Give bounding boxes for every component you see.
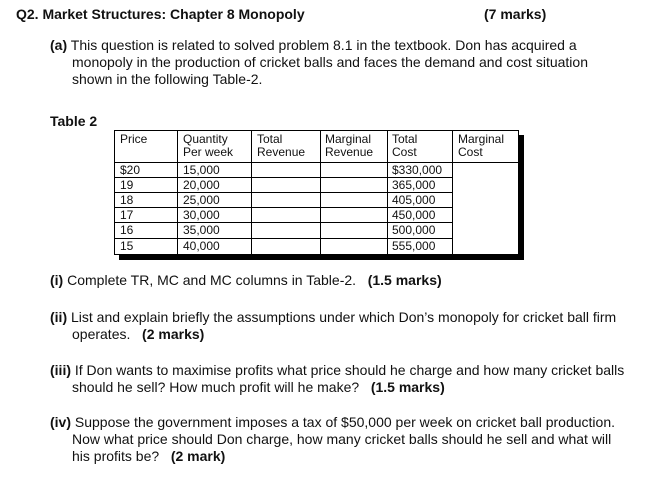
part-ii: [50, 309, 632, 343]
header-tc-line2: Cost: [392, 145, 417, 159]
cell-quantity: 20,000: [183, 178, 220, 192]
part-ii-text: List and explain briefly the assumptions under which Don’s monopoly for cricket ball firm operates.: [71, 309, 617, 342]
part-ii-marks: (2 marks): [142, 326, 205, 342]
cell-price: 19: [120, 178, 134, 192]
cell-quantity: 15,000: [183, 163, 220, 177]
cell-quantity: 35,000: [183, 223, 220, 237]
header-divider: [115, 162, 518, 163]
part-a-label: (a): [50, 37, 68, 53]
cell-total-cost: 365,000: [392, 178, 436, 192]
part-ii-label: (ii): [50, 309, 68, 325]
cell-total-cost: $330,000: [392, 163, 443, 177]
part-a-text: This question is related to solved problem 8.1 in the textbook. Don has acquired a monopoly in the production of cricket balls and faces the demand and cost situation shown in the following Table-2.: [70, 37, 588, 87]
part-iii-marks: (1.5 marks): [370, 379, 445, 395]
question-marks: (7 marks): [484, 6, 547, 22]
part-iv-marks: (2 mark): [170, 448, 226, 464]
header-mr-line2: Revenue: [325, 145, 374, 159]
cell-quantity: 40,000: [183, 239, 220, 253]
part-iii-text: If Don wants to maximise profits what price should he charge and how many cricket balls should he sell? How much profit will he make?: [72, 362, 625, 395]
part-i-marks: (1.5 marks): [367, 272, 442, 288]
data-table: [114, 130, 519, 255]
header-quantity-line2: Per week: [183, 145, 234, 159]
header-total-cost: [392, 133, 417, 159]
cell-quantity: 30,000: [183, 208, 220, 222]
cell-price: 16: [120, 223, 134, 237]
header-mc-line2: Cost: [458, 145, 483, 159]
header-mc-line1: Marginal: [458, 132, 505, 146]
col-divider: [452, 131, 453, 254]
header-mr-line1: Marginal: [325, 132, 372, 146]
part-i-label: (i): [50, 272, 64, 288]
header-tr-line2: Revenue: [257, 145, 306, 159]
header-tr-line1: Total: [257, 132, 283, 146]
table-label: Table 2: [50, 113, 98, 129]
table-frame: [114, 130, 519, 255]
part-i: [50, 272, 630, 289]
cell-price: 15: [120, 239, 134, 253]
part-iv: [50, 414, 632, 465]
cell-total-cost: 500,000: [392, 223, 436, 237]
cell-price: 17: [120, 208, 134, 222]
cell-total-cost: 450,000: [392, 208, 436, 222]
part-a: [50, 37, 632, 88]
cell-total-cost: 555,000: [392, 239, 436, 253]
part-i-text: Complete TR, MC and MC columns in Table-2.: [67, 272, 357, 288]
header-tc-line1: Total: [392, 132, 418, 146]
cell-price: 18: [120, 193, 134, 207]
part-iii-label: (iii): [50, 362, 71, 378]
cell-price: $20: [120, 163, 141, 177]
cell-quantity: 25,000: [183, 193, 220, 207]
cell-total-cost: 405,000: [392, 193, 436, 207]
part-iii: [50, 362, 632, 396]
header-price: Price: [120, 132, 148, 146]
header-marginal-revenue: [325, 133, 373, 159]
header-marginal-cost: [458, 133, 504, 159]
header-total-revenue: [257, 133, 305, 159]
header-quantity: [183, 133, 233, 159]
part-iv-text: Suppose the government imposes a tax of $50,000 per week on cricket ball production. Now what price should Don charge, how many cricket balls should he sell and what will his profits be?: [72, 414, 615, 464]
part-iv-label: (iv): [50, 414, 71, 430]
question-title: Q2. Market Structures: Chapter 8 Monopoly: [16, 6, 305, 22]
header-quantity-line1: Quantity: [183, 132, 228, 146]
